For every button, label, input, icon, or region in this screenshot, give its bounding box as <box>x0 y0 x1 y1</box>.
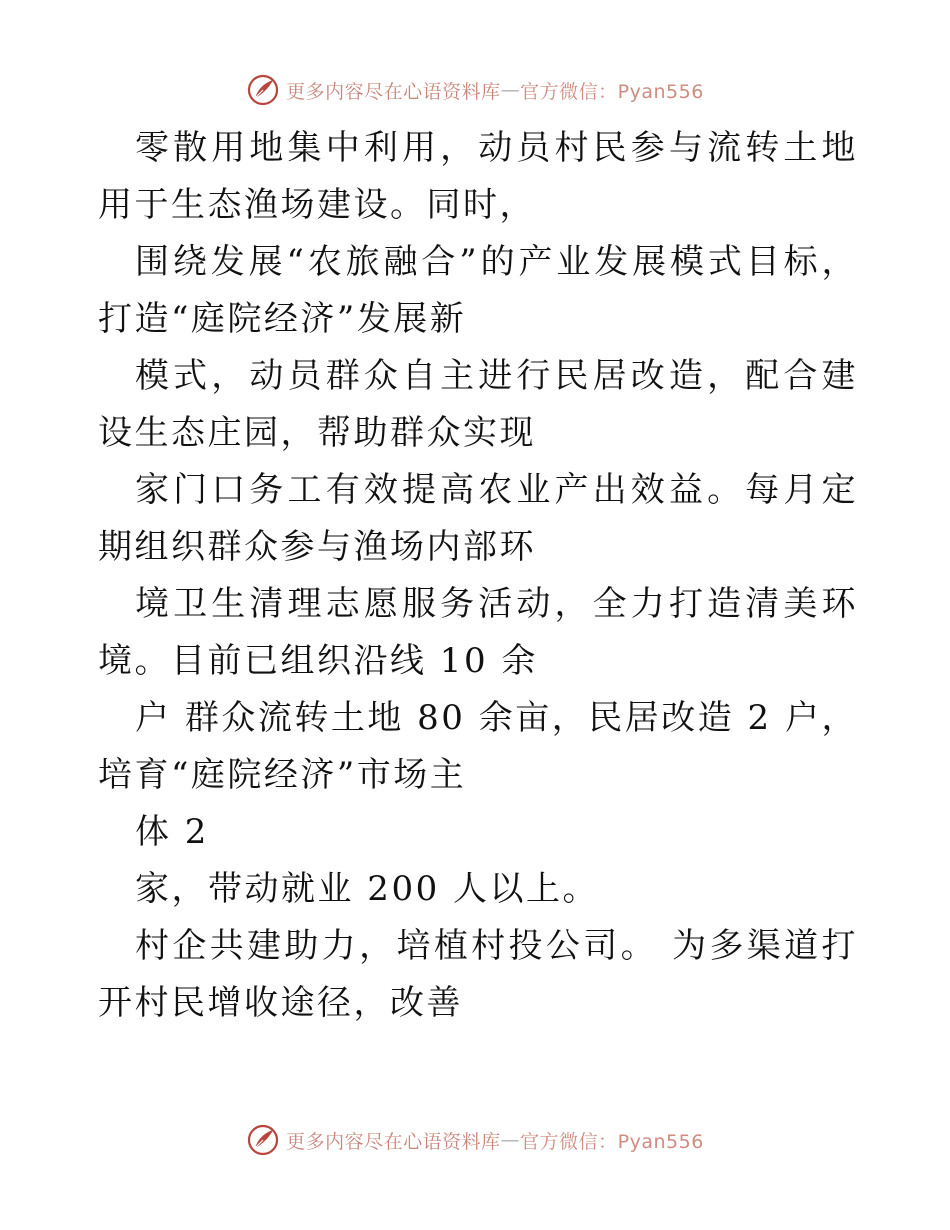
watermark-contact: 官方微信：Pyan556 <box>520 1130 704 1153</box>
watermark-brand: 更多内容尽在心语资料库 <box>286 80 501 103</box>
footer-watermark <box>0 1120 950 1160</box>
watermark-contact: 官方微信：Pyan556 <box>520 80 704 103</box>
watermark-brand: 更多内容尽在心语资料库 <box>286 1130 501 1153</box>
paragraph: 围绕发展“农旅融合”的产业发展模式目标，打造“庭院经济”发展新 <box>98 242 858 339</box>
paragraph: 模式，动员群众自主进行民居改造，配合建设生态庄园，帮助群众实现 <box>98 356 858 453</box>
watermark-separator: — <box>500 79 521 101</box>
header-watermark <box>0 70 950 110</box>
paragraph: 零散用地集中利用，动员村民参与流转土地用于生态渔场建设。同时， <box>98 128 858 225</box>
paragraph: 境卫生清理志愿服务活动，全力打造清美环境。目前已组织沿线 10 余 <box>98 584 858 681</box>
paragraph: 户 群众流转土地 80 余亩，民居改造 2 户，培育“庭院经济”市场主 <box>98 698 858 795</box>
feather-pen-logo-icon <box>246 73 280 107</box>
paragraph: 家门口务工有效提高农业产出效益。每月定期组织群众参与渔场内部环 <box>98 470 858 567</box>
document-body <box>98 120 858 1032</box>
paragraph: 体 2 <box>135 812 209 852</box>
watermark-separator: — <box>500 1129 521 1151</box>
paragraph: 村企共建助力，培植村投公司。 为多渠道打开村民增收途径，改善 <box>98 926 858 1023</box>
paragraph: 家，带动就业 200 人以上。 <box>135 869 600 909</box>
feather-pen-logo-icon <box>246 1123 280 1157</box>
